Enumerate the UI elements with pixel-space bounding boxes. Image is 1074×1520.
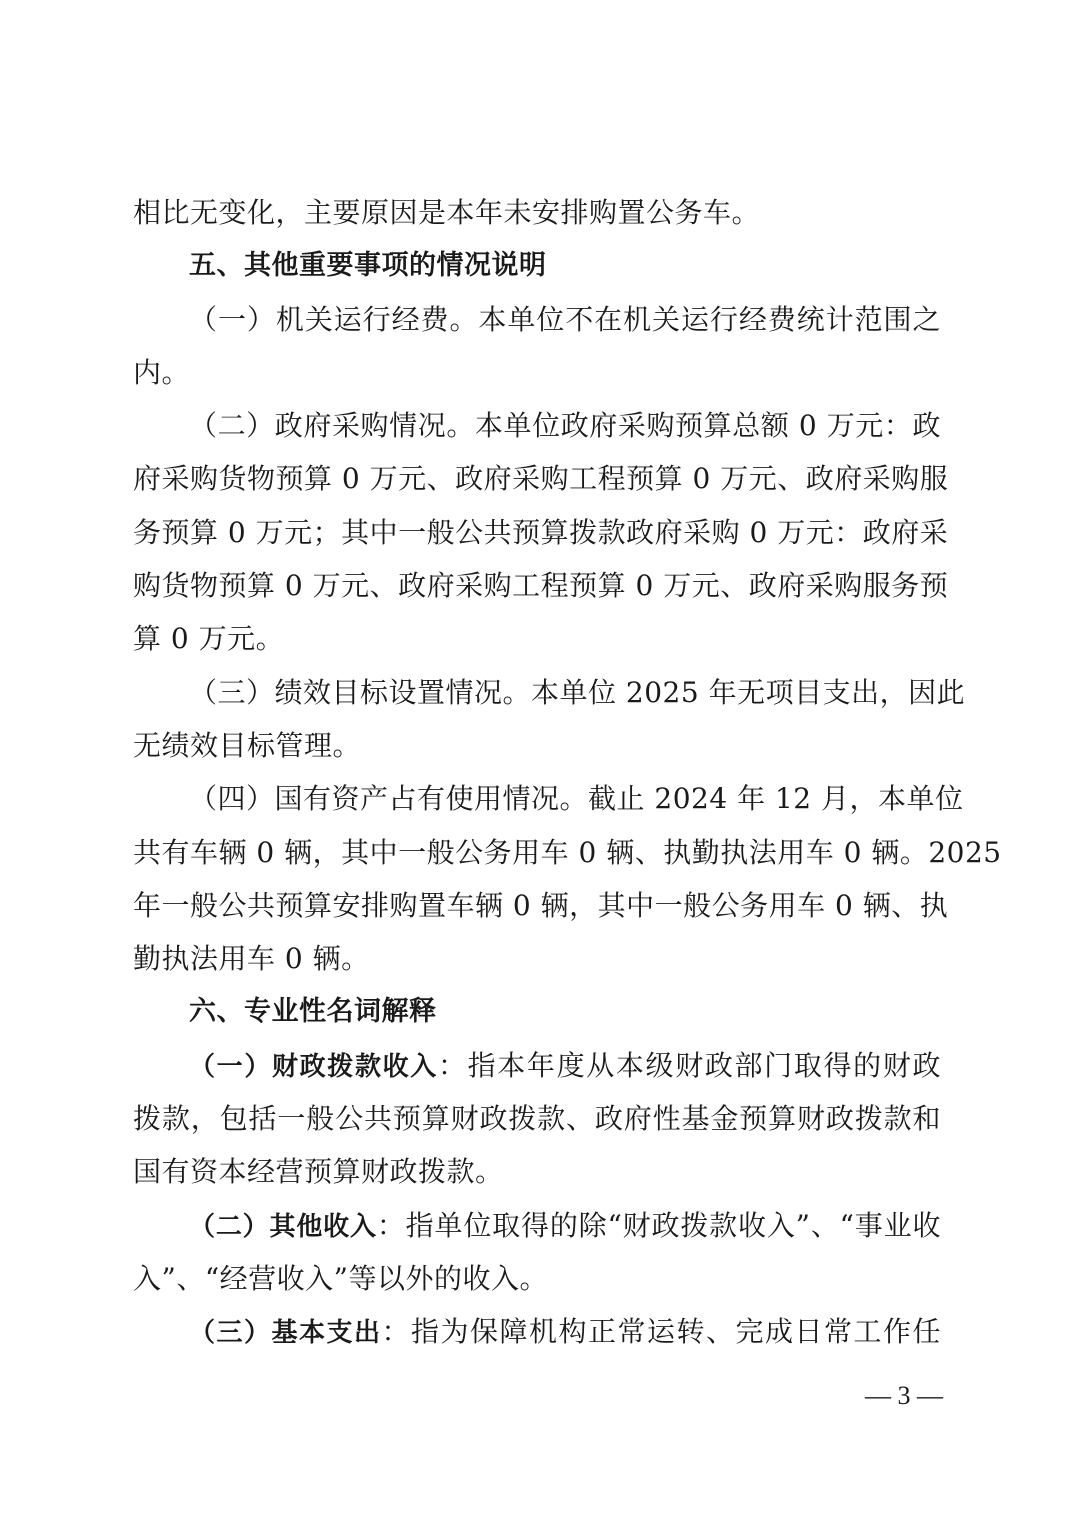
paragraph-line: 入”、“经营收入”等以外的收入。 — [133, 1261, 548, 1295]
paragraph-line: 无绩效目标管理。 — [133, 728, 362, 762]
paragraph-line: 拨款，包括一般公共预算财政拨款、政府性基金预算财政拨款和 — [133, 1102, 941, 1136]
paragraph-lead: （一）财政拨款收入 — [189, 1051, 438, 1082]
page-number: — 3 — — [865, 1381, 943, 1410]
paragraph-line: 勤执法用车 0 辆。 — [133, 942, 370, 976]
paragraph-line: 国有资本经营预算财政拨款。 — [133, 1155, 504, 1189]
paragraph-line: （一）财政拨款收入：指本年度从本级财政部门取得的财政 — [189, 1048, 941, 1082]
document-body — [133, 186, 1002, 1359]
paragraph-line: 相比无变化，主要原因是本年未安排购置公务车。 — [133, 196, 761, 229]
paragraph-lead: （三）绩效目标设置情况 — [189, 675, 503, 709]
paragraph-lead: （四）国有资产占有使用情况 — [189, 782, 560, 816]
section-heading: 五、其他重要事项的情况说明 — [189, 250, 547, 282]
paragraph-line: 算 0 万元。 — [133, 622, 285, 656]
section-heading: 六、专业性名词解释 — [189, 996, 437, 1028]
paragraph-line: （二）政府采购情况。本单位政府采购预算总额 0 万元：政 — [189, 409, 941, 443]
paragraph-line: （一）机关运行经费。本单位不在机关运行经费统计范围之 — [189, 302, 941, 336]
paragraph-line: （三）基本支出：指为保障机构正常运转、完成日常工作任 — [189, 1315, 941, 1349]
paragraph-lead: （二）其他收入 — [189, 1211, 377, 1242]
paragraph-line: 购货物预算 0 万元、政府采购工程预算 0 万元、政府采购服务预 — [133, 569, 949, 603]
paragraph-lead: （三）基本支出 — [189, 1318, 382, 1349]
paragraph-line: 内。 — [133, 355, 191, 389]
paragraph-line: （三）绩效目标设置情况。本单位 2025 年无项目支出，因此 — [189, 675, 966, 709]
paragraph-line: （四）国有资产占有使用情况。截止 2024 年 12 月，本单位 — [189, 782, 964, 816]
paragraph-lead: （二）政府采购情况 — [189, 409, 447, 443]
paragraph-line: （二）其他收入：指单位取得的除“财政拨款收入”、“事业收 — [189, 1208, 941, 1242]
paragraph-line: 务预算 0 万元；其中一般公共预算拨款政府采购 0 万元：政府采 — [133, 515, 949, 549]
paragraph-line: 共有车辆 0 辆，其中一般公务用车 0 辆、执勤执法用车 0 辆。2025 — [133, 835, 1002, 869]
paragraph-line: 年一般公共预算安排购置车辆 0 辆，其中一般公务用车 0 辆、执 — [133, 888, 949, 922]
paragraph-lead: （一）机关运行经费 — [189, 302, 450, 336]
paragraph-line: 府采购货物预算 0 万元、政府采购工程预算 0 万元、政府采购服 — [133, 462, 949, 496]
